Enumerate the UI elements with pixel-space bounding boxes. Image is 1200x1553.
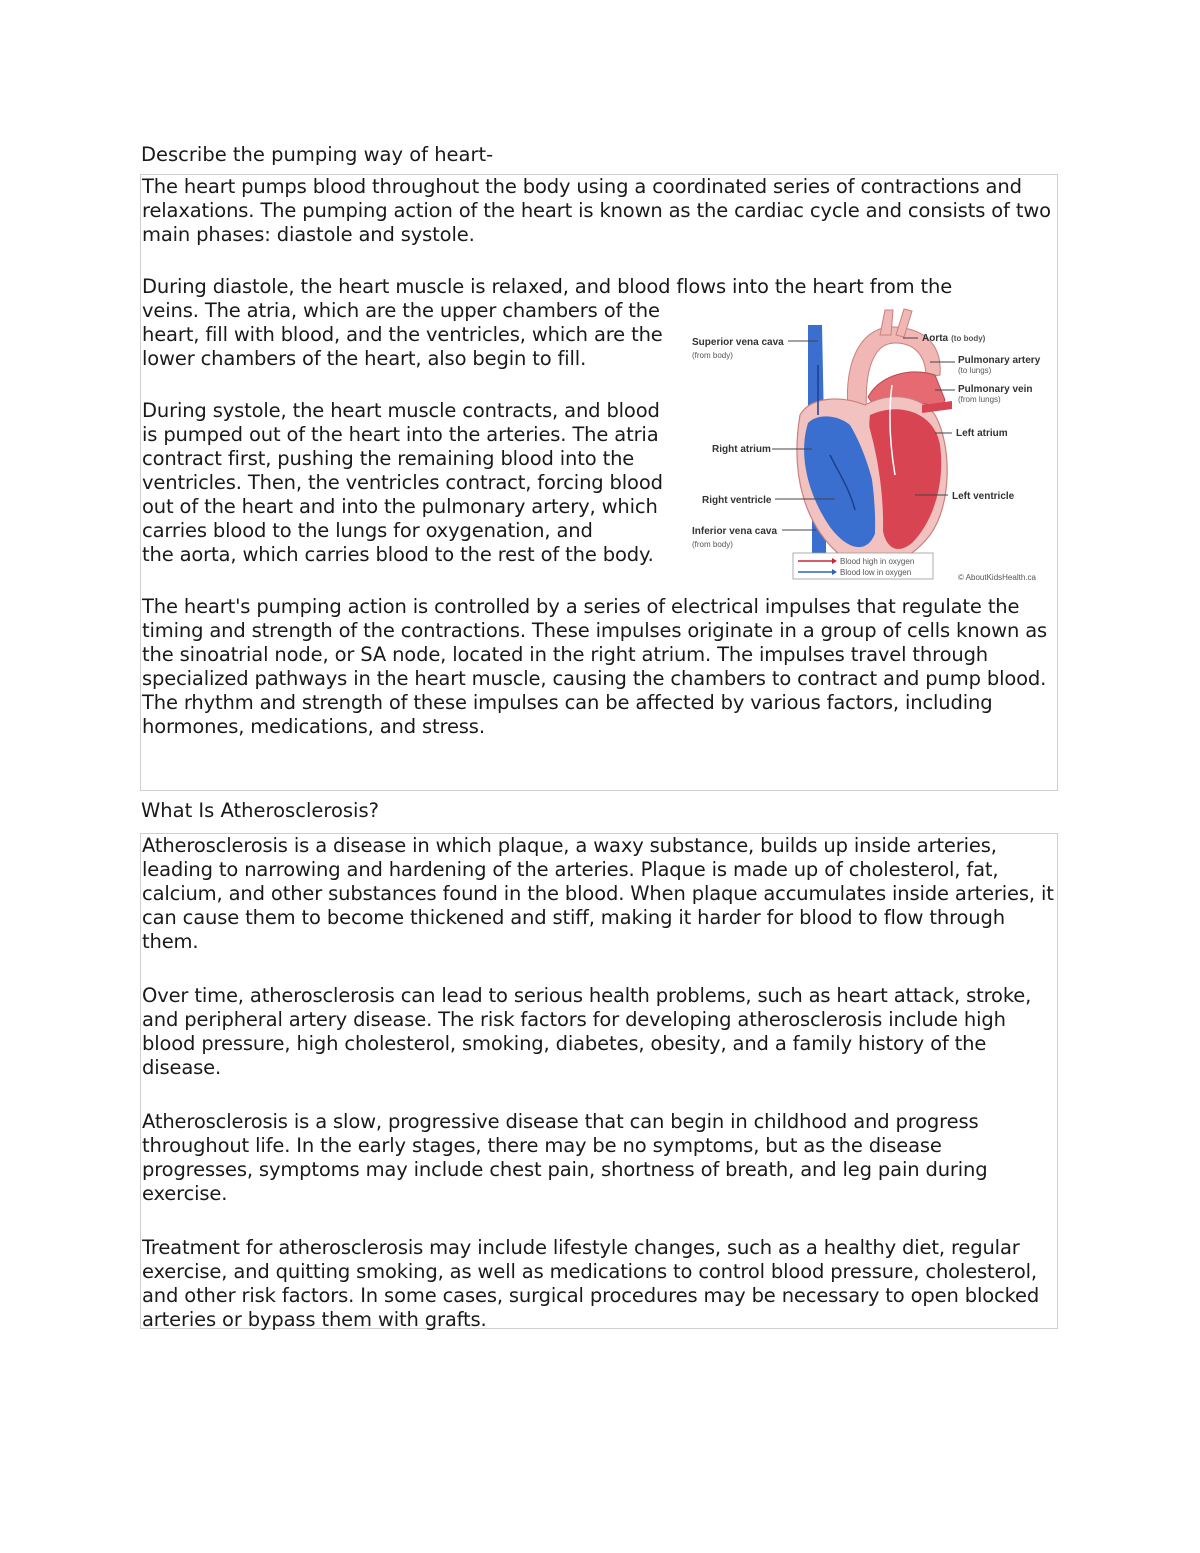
question-heading: What Is Atherosclerosis?	[141, 799, 379, 822]
paragraph: During diastole, the heart muscle is relaxed, and blood flows into the heart from the	[142, 275, 953, 298]
answer-box	[140, 833, 1058, 1329]
label-superior-vena-cava-note: (from body)	[692, 351, 733, 360]
paragraph: During systole, the heart muscle contracts, and blood is pumped out of the heart into the arteries. The atria contract first, pushing the remaining blood into the ventricles. Then, the ventricles contract, forcing blood out of the heart and into the pulmonary artery, which carries blood to the lungs for oxygenation, and	[142, 399, 663, 542]
label-aorta-text: Aorta	[922, 333, 949, 344]
paragraph: Atherosclerosis is a disease in which plaque, a waxy substance, builds up inside arteries, leading to narrowing and hardening of the arteries. Plaque is made up of cholesterol, fat, calcium, and other substances found in the blood. When plaque accumulates inside arteries, it can cause them to become thickened and stiff, making it harder for blood to flow through them.	[142, 834, 1054, 953]
label-inferior-vena-cava: Inferior vena cava	[692, 526, 778, 537]
paragraph: Atherosclerosis is a slow, progressive disease that can begin in childhood and progress throughout life. In the early stages, there may be no symptoms, but as the disease progresses, symptoms may include chest pain, shortness of breath, and leg pain during exercise.	[142, 1110, 988, 1205]
label-aorta	[922, 333, 986, 344]
paragraph: The heart pumps blood throughout the body using a coordinated series of contractions and relaxations. The pumping action of the heart is known as the cardiac cycle and consists of two main phases: diastole and systole.	[142, 175, 1051, 246]
legend-low-label: Blood low in oxygen	[840, 568, 912, 577]
paragraph: Over time, atherosclerosis can lead to serious health problems, such as heart attack, stroke, and peripheral artery disease. The risk factors for developing atherosclerosis include high blood pressure, high cholesterol, smoking, diabetes, obesity, and a family history of the disease.	[142, 984, 1032, 1079]
paragraph: veins. The atria, which are the upper chambers of the heart, fill with blood, and the ventricles, which are the lower chambers of the heart, also begin to fill.	[142, 299, 663, 370]
aorta-branch	[880, 310, 893, 335]
label-pulmonary-artery-note: (to lungs)	[958, 366, 992, 375]
label-inferior-vena-cava-note: (from body)	[692, 540, 733, 549]
label-pulmonary-vein-note: (from lungs)	[958, 395, 1001, 404]
label-aorta-note: (to body)	[951, 334, 986, 343]
paragraph: Treatment for atherosclerosis may include lifestyle changes, such as a healthy diet, regular exercise, and quitting smoking, as well as medications to control blood pressure, cholesterol, and other risk factors. In some cases, surgical procedures may be necessary to open blocked arteries or bypass them with grafts.	[142, 1236, 1040, 1331]
label-pulmonary-artery: Pulmonary artery	[958, 355, 1041, 366]
label-pulmonary-vein: Pulmonary vein	[958, 384, 1033, 395]
label-right-atrium: Right atrium	[712, 444, 771, 455]
paragraph: The heart's pumping action is controlled by a series of electrical impulses that regulate the timing and strength of the contractions. These impulses originate in a group of cells known as the sinoatrial node, or SA node, located in the right atrium. The impulses travel through specialized pathways in the heart muscle, causing the chambers to contract and pump blood. The rhythm and strength of these impulses can be affected by various factors, including hormones, medications, and stress.	[142, 595, 1048, 738]
legend-high-label: Blood high in oxygen	[840, 557, 915, 566]
label-superior-vena-cava: Superior vena cava	[692, 337, 784, 348]
figure-credit: © AboutKidsHealth.ca	[958, 573, 1036, 582]
question-heading: Describe the pumping way of heart-	[141, 143, 494, 166]
paragraph: the aorta, which carries blood to the rest of the body.	[142, 543, 654, 566]
label-left-atrium: Left atrium	[956, 428, 1008, 439]
label-left-ventricle: Left ventricle	[952, 491, 1015, 502]
heart-diagram	[690, 305, 1060, 587]
label-right-ventricle: Right ventricle	[702, 495, 772, 506]
